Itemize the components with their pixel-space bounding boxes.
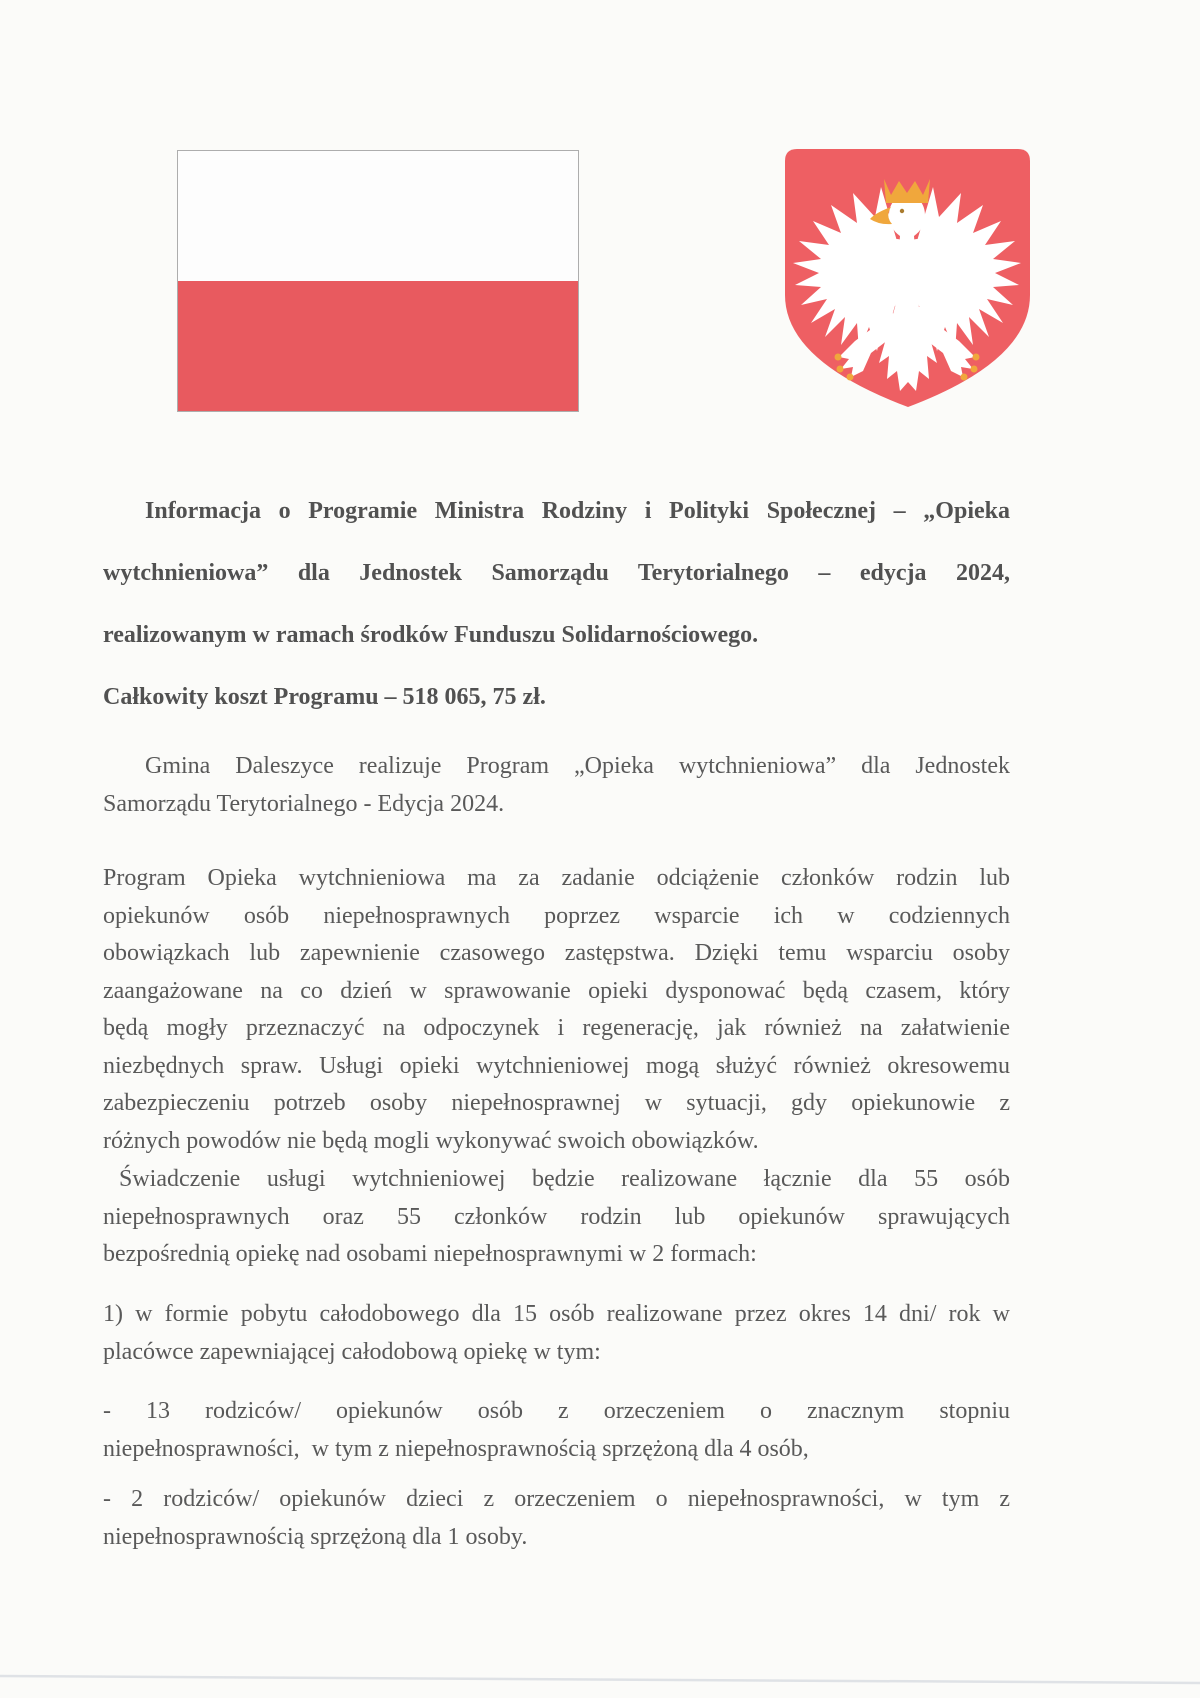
- eagle-talon: [847, 374, 854, 381]
- intro-line: Samorządu Terytorialnego - Edycja 2024.: [103, 790, 505, 817]
- description-line: Program Opieka wytchnieniowa ma za zadanie odciążenie członków rodzin lub: [103, 865, 1010, 891]
- description-line: zabezpieczeniu potrzeb osoby niepełnosprawnej w sytuacji, gdy opiekunowie z: [103, 1090, 1010, 1116]
- list-item-line: niepełnosprawności, w tym z niepełnosprawnością sprzężoną dla 4 osób,: [103, 1435, 809, 1462]
- description-line: zaangażowane na co dzień w sprawowanie opieki dysponować będą czasem, który: [103, 977, 1010, 1004]
- list-item-line: - 13 rodziców/ opiekunów osób z orzeczeniem o znacznym stopniu: [103, 1398, 1010, 1424]
- service-scope-paragraph: [103, 1161, 1010, 1274]
- title-line: Informacja o Programie Ministra Rodziny i Polityki Społecznej – „Opieka: [145, 498, 1010, 524]
- description-line: będą mogły przeznaczyć na odpoczynek i regenerację, jak również na załatwienie: [103, 1015, 1010, 1041]
- service-line: bezpośrednią opiekę nad osobami niepełnosprawnymi w 2 formach:: [103, 1241, 757, 1267]
- flag-red-stripe: [178, 281, 578, 411]
- list-item-parents-13: [103, 1393, 1010, 1468]
- description-line: niezbędnych spraw. Usługi opieki wytchnieniowej mogą służyć również okresowemu: [103, 1052, 1010, 1079]
- scan-artifact-line: [0, 1668, 1200, 1688]
- eagle-talon: [835, 354, 842, 361]
- eagle-eye: [900, 209, 904, 213]
- eagle-talon: [837, 366, 844, 373]
- intro-line: Gmina Daleszyce realizuje Program „Opieka wytchnieniowa” dla Jednostek: [145, 753, 1010, 779]
- service-line: niepełnosprawnych oraz 55 członków rodzin lub opiekunów sprawujących: [103, 1203, 1010, 1230]
- total-cost-line: Całkowity koszt Programu – 518 065, 75 zł.: [103, 684, 546, 710]
- eagle-talon: [961, 374, 968, 381]
- flag-white-stripe: [178, 151, 578, 281]
- form-one-paragraph: [103, 1296, 1010, 1371]
- description-line: różnych powodów nie będą mogli wykonywać swoich obowiązków.: [103, 1127, 759, 1154]
- poland-flag: [177, 150, 579, 412]
- document-title: [103, 480, 1010, 666]
- list-item-line: - 2 rodziców/ opiekunów dzieci z orzeczeniem o niepełnosprawności, w tym z: [103, 1486, 1010, 1512]
- form-line: 1) w formie pobytu całodobowego dla 15 osób realizowane przez okres 14 dni/ rok w: [103, 1301, 1010, 1327]
- poland-coat-of-arms: [785, 149, 1030, 407]
- intro-paragraph: [103, 748, 1010, 823]
- description-line: obowiązkach lub zapewnienie czasowego zastępstwa. Dzięki temu wsparciu osoby: [103, 940, 1010, 966]
- description-line: opiekunów osób niepełnosprawnych poprzez wsparcie ich w codziennych: [103, 902, 1010, 929]
- title-line: realizowanym w ramach środków Funduszu Solidarnościowego.: [103, 622, 759, 648]
- service-line: Świadczenie usługi wytchnieniowej będzie realizowane łącznie dla 55 osób: [119, 1166, 1010, 1192]
- form-line: placówce zapewniającej całodobową opiekę w tym:: [103, 1338, 601, 1365]
- title-line: wytchnieniowa” dla Jednostek Samorządu Terytorialnego – edycja 2024,: [103, 560, 1010, 586]
- eagle-talon: [973, 354, 980, 361]
- eagle-talon: [971, 366, 978, 373]
- program-total-cost: [103, 666, 1010, 728]
- list-item-line: niepełnosprawnością sprzężoną dla 1 osoby.: [103, 1523, 528, 1550]
- program-description-paragraph: [103, 860, 1010, 1160]
- list-item-parents-2: [103, 1481, 1010, 1556]
